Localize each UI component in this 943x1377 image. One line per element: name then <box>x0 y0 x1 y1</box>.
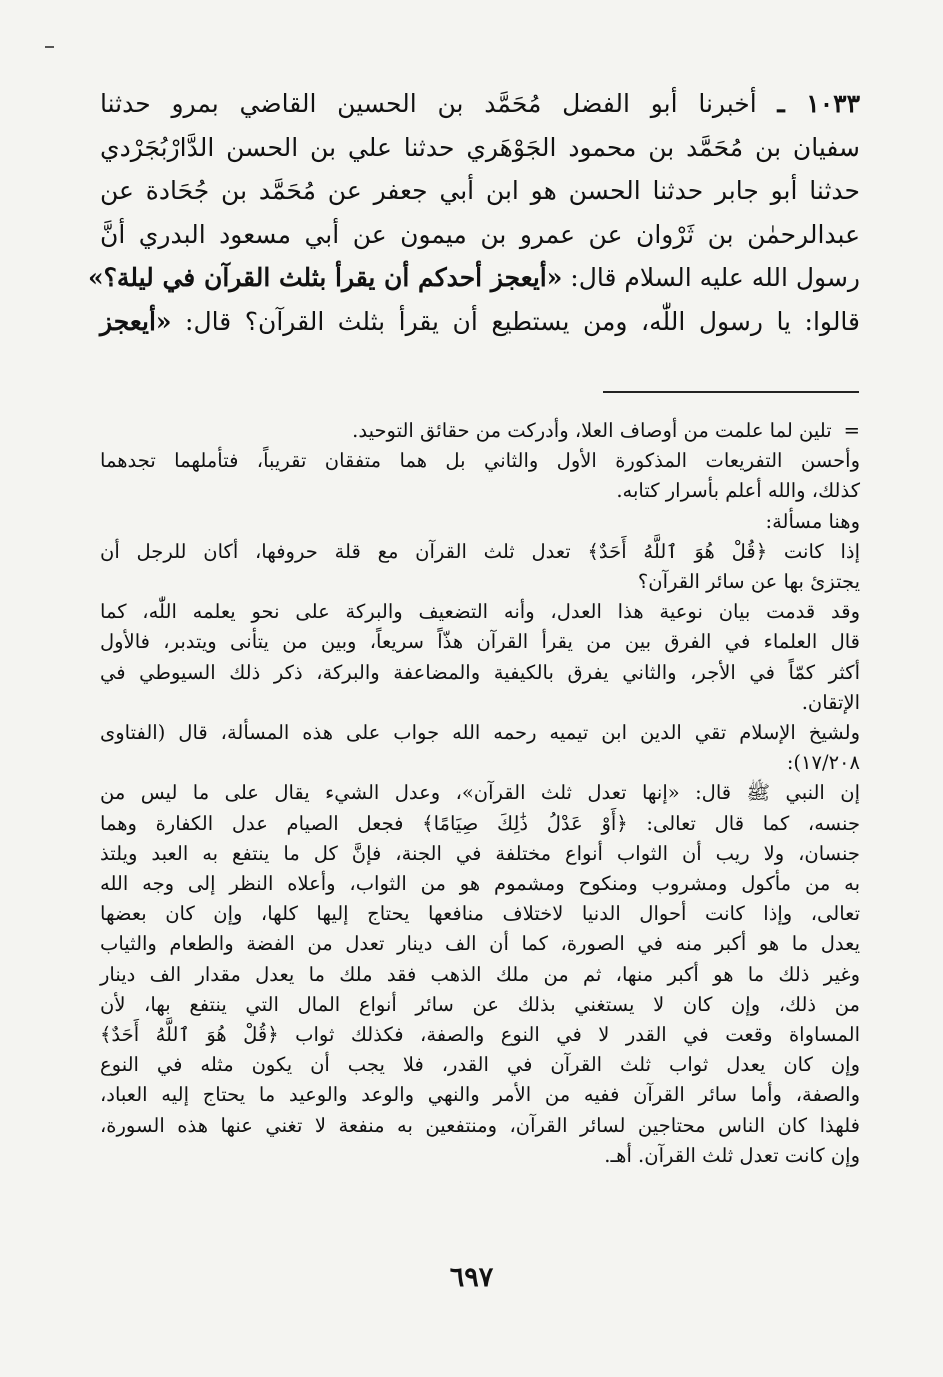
hadith-number: ١٠٣٣ ـ <box>777 89 860 118</box>
hadith-text <box>88 82 860 343</box>
main-line-6-text: قالوا: يا رسول اللّٰه، ومن يستطيع أن يقرأ بثلث القرآن؟ قال: <box>171 306 860 336</box>
footnote-line: فلهذا كان الناس محتاجين لسائر القرآن، ومنتفعين به منفعة لا تغني عنها هذه السورة، <box>100 1113 860 1137</box>
main-line-6 <box>100 300 860 344</box>
continuation-mark: = <box>843 419 860 442</box>
footnote-line: والصفة، وأما سائر القرآن ففيه من الأمر والنهي والوعد والوعيد ما يحتاج إليه العباد، <box>100 1083 860 1107</box>
footnote-line: إذا كانت ﴿قُلْ هُوَ ٱللَّهُ أَحَدٌ﴾ تعدل ثلث القرآن مع قلة حروفها، أكان للرجل أن <box>100 539 860 563</box>
footnote-separator <box>603 391 859 393</box>
footnote-line: من ذلك، وإن كان لا يستغني بذلك عن سائر أنواع المال التي ينتفع بها، لأن <box>100 992 861 1016</box>
footnote-line: يعدل ما هو أكبر منه في الصورة، كما أن الف دينار تعدل من الفضة والطعام والثياب <box>100 932 860 956</box>
main-line-1-text: أخبرنا أبو الفضل مُحَمَّد بن الحسين القاضي بمرو حدثنا <box>100 89 757 118</box>
footnote-line: جنسه، كما قال تعالى: ﴿أَوْ عَدْلُ ذَٰلِكَ صِيَامًا﴾ فجعل الصيام عدل الكفارة وهما <box>100 811 860 835</box>
main-line-5 <box>88 256 860 300</box>
footnote-line: به من مأكول ومشروب ومنكوح ومشموم هو من الثواب، وأعلاه النظر إلى وجه الله <box>100 872 860 896</box>
main-line-2: سفيان بن مُحَمَّد بن محمود الجَوْهَري حدثنا علي بن الحسن الدَّارْبُجَرْدي <box>100 132 860 162</box>
footnote-line: إن النبي ﷺ قال: «إنها تعدل ثلث القرآن»، وعدل الشيء يقال على ما ليس من <box>100 781 860 805</box>
main-line-1 <box>100 82 860 126</box>
footnote-line: أكثر كمّاً في الأجر، والثاني يفرق بالكيفية والمضاعفة والبركة، ذكر ذلك السيوطي في <box>100 660 860 684</box>
footnote-line: يجتزئ بها عن سائر القرآن؟ <box>637 570 860 594</box>
footnote-line: وإن كان يعدل ثواب ثلث القرآن في القدر، فلا يجب أن يكون مثله في النوع <box>100 1053 860 1077</box>
footnote-line: وهنا مسألة: <box>765 509 860 533</box>
footnote-line: الإتقان. <box>801 690 860 714</box>
footnote-line <box>100 416 860 446</box>
footnote-line: قال العلماء في الفرق بين من يقرأ القرآن هذّاً سريعاً، وبين من يتأنى ويتدبر، فالأول <box>100 630 860 654</box>
footnote-line: وغير ذلك ما هو أكبر منها، ثم من ملك الذهب فقد ملك ما يعدل مقدار الف دينار <box>100 962 860 986</box>
footnotes <box>100 416 860 1171</box>
footnote-line: وأحسن التفريعات المذكورة الأول والثاني بل هما متفقان تقريباً، فتأملهما تجدهما <box>100 449 860 473</box>
footnote-line: ١٧/٢٠٨): <box>786 751 860 775</box>
footnote-line: جنسان، ولا ريب أن الثواب أنواع مختلفة في الجنة، فإنَّ كل ما ينتفع به العبد ويلتذ <box>100 841 860 865</box>
footnote-line: تعالى، وإذا كانت أحوال الدنيا لاختلاف منافعها يحتاج إليها كلها، وإن كان بعضها <box>100 902 860 926</box>
footnote-line: كذلك، والله أعلم بأسرار كتابه. <box>616 479 860 503</box>
bold-quote-2: «أيعجز <box>100 306 172 336</box>
page-number: ٦٩٧ <box>449 1262 494 1293</box>
footnote-line: وإن كانت تعدل ثلث القرآن. أهـ. <box>604 1143 860 1167</box>
scan-mark <box>45 46 54 48</box>
footnote-line: المساواة وقعت في القدر لا في النوع والصفة، فكذلك ثواب ﴿قُلْ هُوَ ٱللَّهُ أَحَدٌ﴾ <box>100 1023 860 1047</box>
footnote-line-text: تلين لما علمت من أوصاف العلا، وأدركت من حقائق التوحيد. <box>352 419 832 442</box>
main-line-4: عبدالرحمٰن بن ثَرْوان عن عمرو بن ميمون عن أبي مسعود البدري أنَّ <box>100 219 860 249</box>
bold-quote: «أيعجز أحدكم أن يقرأ بثلث القرآن في ليلة؟» <box>88 263 563 292</box>
main-line-3: حدثنا أبو جابر حدثنا الحسن هو ابن أبي جعفر عن مُحَمَّد بن جُحَادة عن <box>100 176 860 205</box>
main-line-5-text: رسول الله عليه السلام قال: <box>562 263 860 292</box>
footnote-line: ولشيخ الإسلام تقي الدين ابن تيميه رحمه الله جواب على هذه المسألة، قال (الفتاوى <box>100 721 860 745</box>
footnote-line: وقد قدمت بيان نوعية هذا العدل، وأنه التضعيف والبركة على نحو يعلمه اللّٰه، كما <box>100 600 860 624</box>
